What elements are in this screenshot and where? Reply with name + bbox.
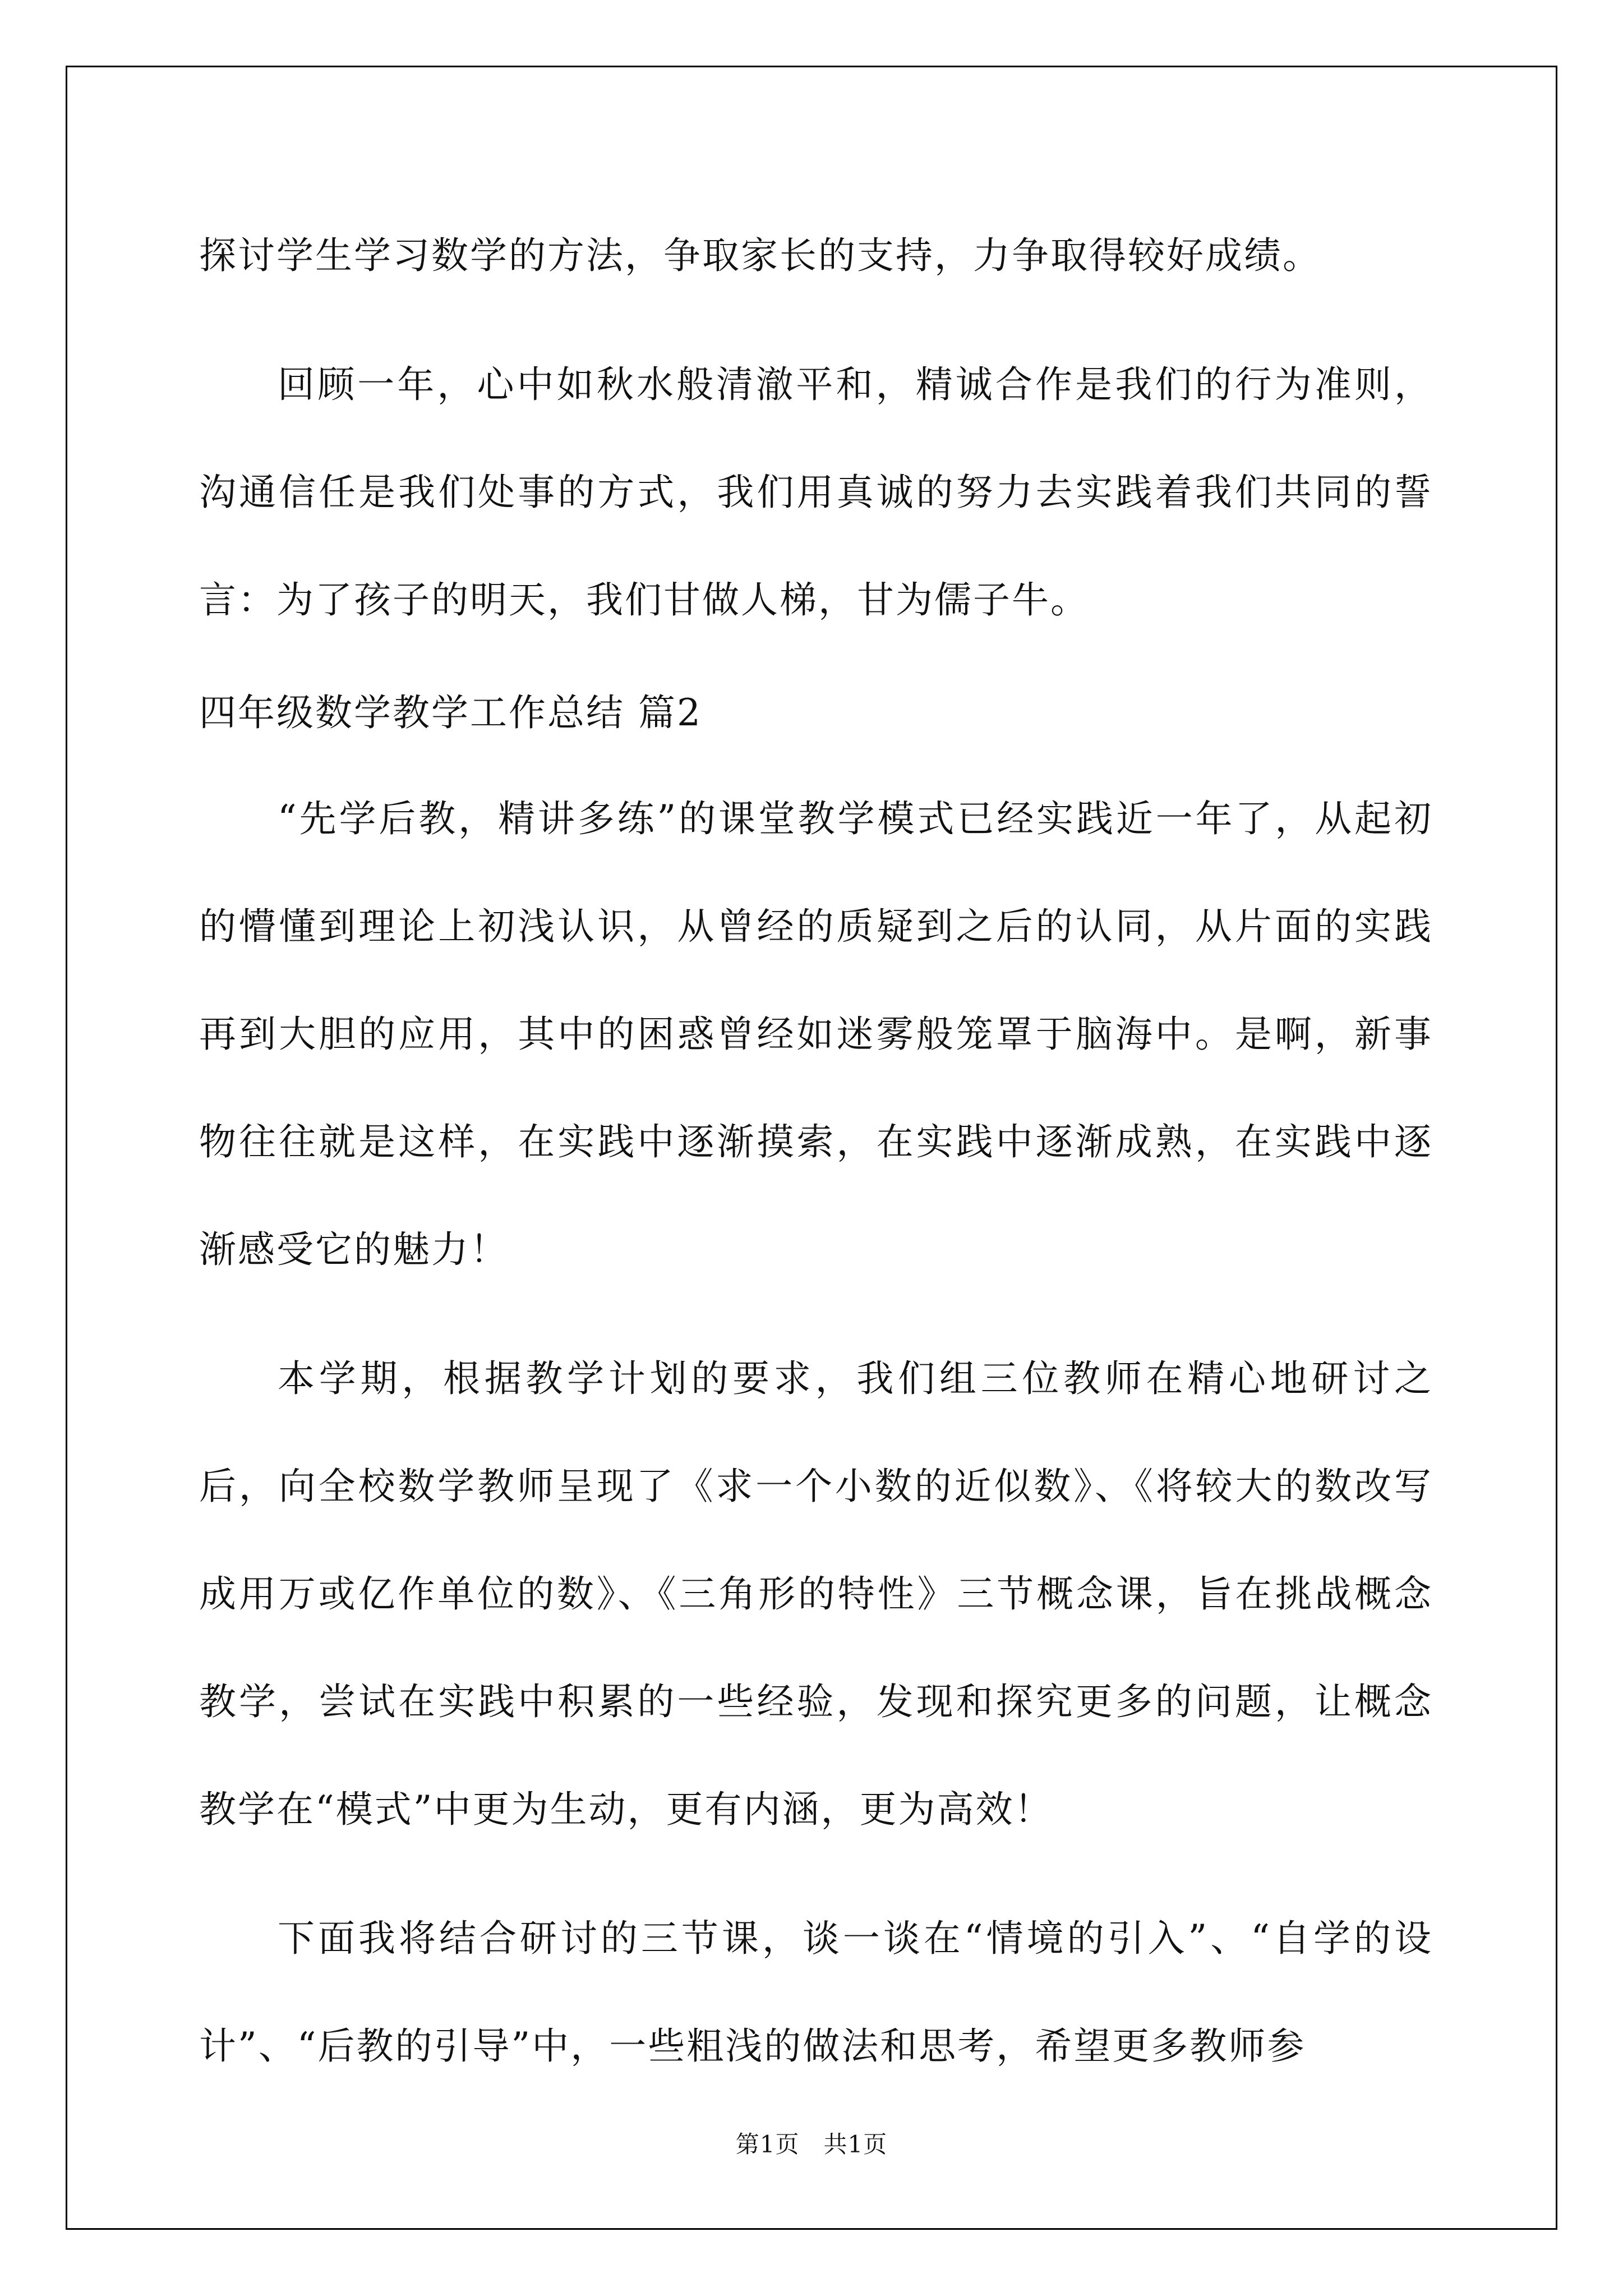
paragraph: 本学期，根据教学计划的要求，我们组三位教师在精心地研讨之后，向全校数学教师呈现了《求一个小数的近似数》、《将较大的数改写成用万或亿作单位的数》、《三角形的特性》三节概念课，旨在挑战概念教学，尝试在实践中积累的一些经验，发现和探究更多的问题，让概念教学在“模式”中更为生动，更有内涵，更为高效！	[199, 1357, 1433, 1831]
section-heading: 四年级数学教学工作总结 篇2	[199, 691, 702, 734]
page-footer: 第1页 共1页	[735, 2131, 888, 2158]
paragraph: 回顾一年，心中如秋水般清澈平和，精诚合作是我们的行为准则，沟通信任是我们处事的方式，我们用真诚的努力去实践着我们共同的誓言：为了孩子的明天，我们甘做人梯，甘为儒子牛。	[199, 363, 1433, 622]
document-body	[199, 202, 1433, 2100]
paragraph: 探讨学生学习数学的方法，争取家长的支持，力争取得较好成绩。	[199, 234, 1321, 277]
paragraph: “先学后教，精讲多练”的课堂教学模式已经实践近一年了，从起初的懵懂到理论上初浅认识，从曾经的质疑到之后的认同，从片面的实践再到大胆的应用，其中的困惑曾经如迷雾般笼罩于脑海中。是啊，新事物往往就是这样，在实践中逐渐摸索，在实践中逐渐成熟，在实践中逐渐感受它的魅力！	[199, 797, 1433, 1271]
paragraph: 下面我将结合研讨的三节课，谈一谈在“情境的引入”、“自学的设计”、“后教的引导”中，一些粗浅的做法和思考，希望更多教师参	[199, 1917, 1433, 2068]
